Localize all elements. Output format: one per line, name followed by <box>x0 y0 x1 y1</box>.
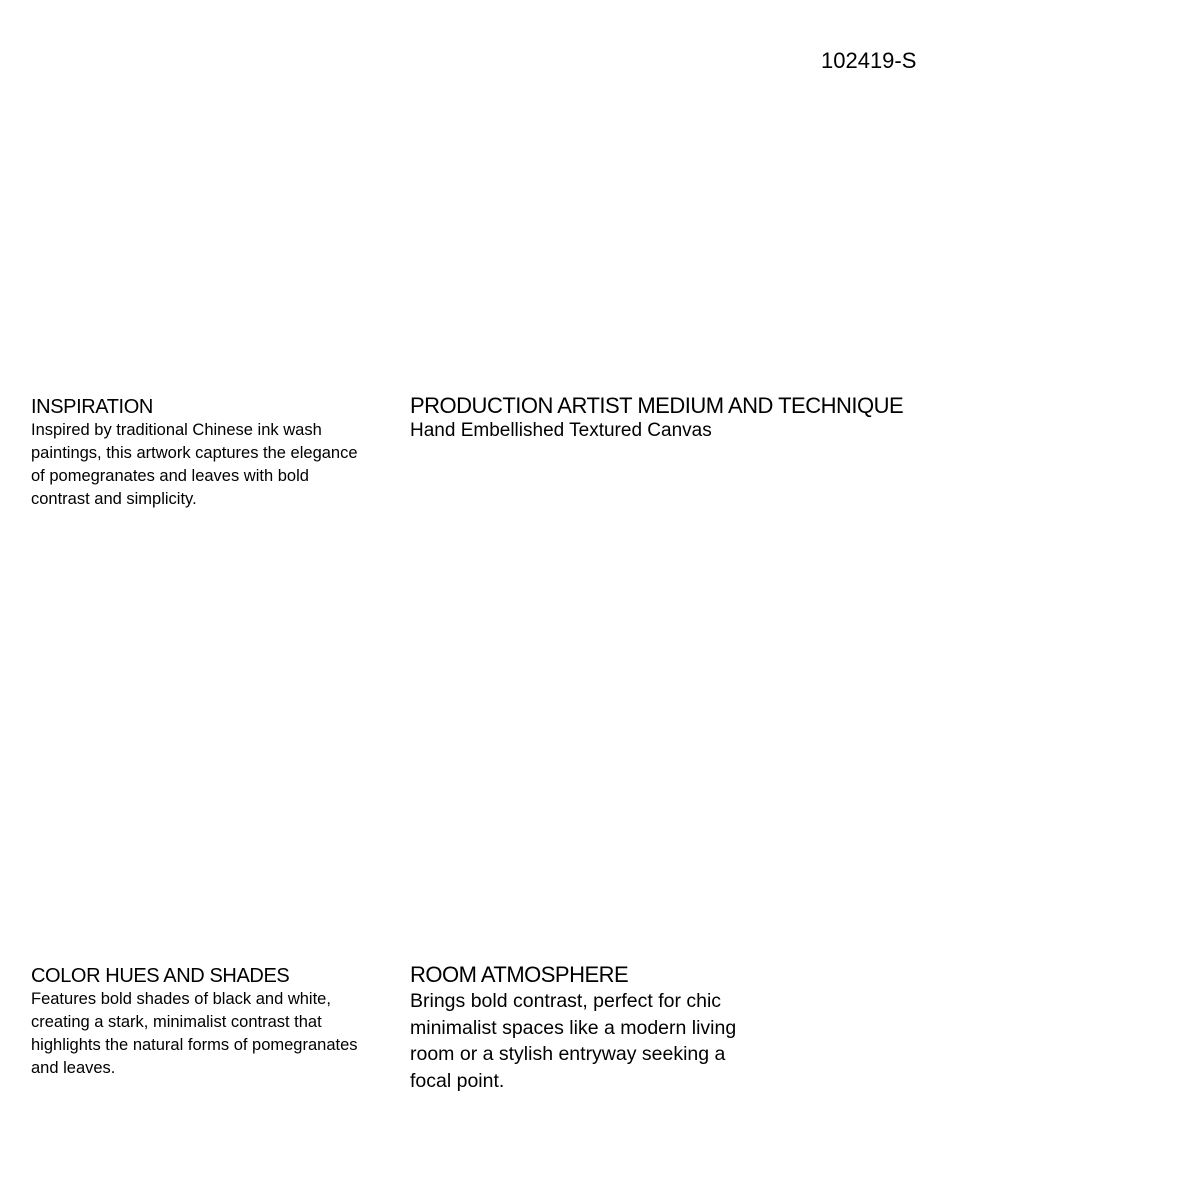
room-atmosphere-text <box>410 988 755 1094</box>
production-text <box>410 419 930 443</box>
room-atmosphere-heading: ROOM ATMOSPHERE <box>410 962 629 987</box>
inspiration-line: contrast and simplicity. <box>31 490 197 508</box>
room-atmosphere-section <box>410 962 755 1094</box>
color-hues-line: creating a stark, minimalist contrast that <box>31 1013 322 1031</box>
inspiration-line: Inspired by traditional Chinese ink wash <box>31 421 322 439</box>
color-hues-heading: COLOR HUES AND SHADES <box>31 965 290 987</box>
production-heading: PRODUCTION ARTIST MEDIUM AND TECHNIQUE <box>410 393 904 418</box>
inspiration-heading: INSPIRATION <box>31 396 153 418</box>
color-hues-text <box>31 988 391 1080</box>
inspiration-line: of pomegranates and leaves with bold <box>31 467 309 485</box>
room-atmosphere-line: Brings bold contrast, perfect for chic <box>410 990 722 1012</box>
color-hues-line: and leaves. <box>31 1059 116 1077</box>
room-atmosphere-line: room or a stylish entryway seeking a <box>410 1043 726 1065</box>
inspiration-text <box>31 419 391 511</box>
inspiration-line: paintings, this artwork captures the elegance <box>31 444 358 462</box>
production-section <box>410 393 930 443</box>
color-hues-line: highlights the natural forms of pomegranates <box>31 1036 358 1054</box>
product-sku: 102419-S <box>821 48 917 73</box>
color-hues-line: Features bold shades of black and white, <box>31 990 331 1008</box>
production-line: Hand Embellished Textured Canvas <box>410 420 712 441</box>
room-atmosphere-line: minimalist spaces like a modern living <box>410 1016 737 1039</box>
inspiration-section <box>31 395 391 511</box>
room-atmosphere-line: focal point. <box>410 1069 505 1092</box>
color-hues-section <box>31 964 391 1080</box>
